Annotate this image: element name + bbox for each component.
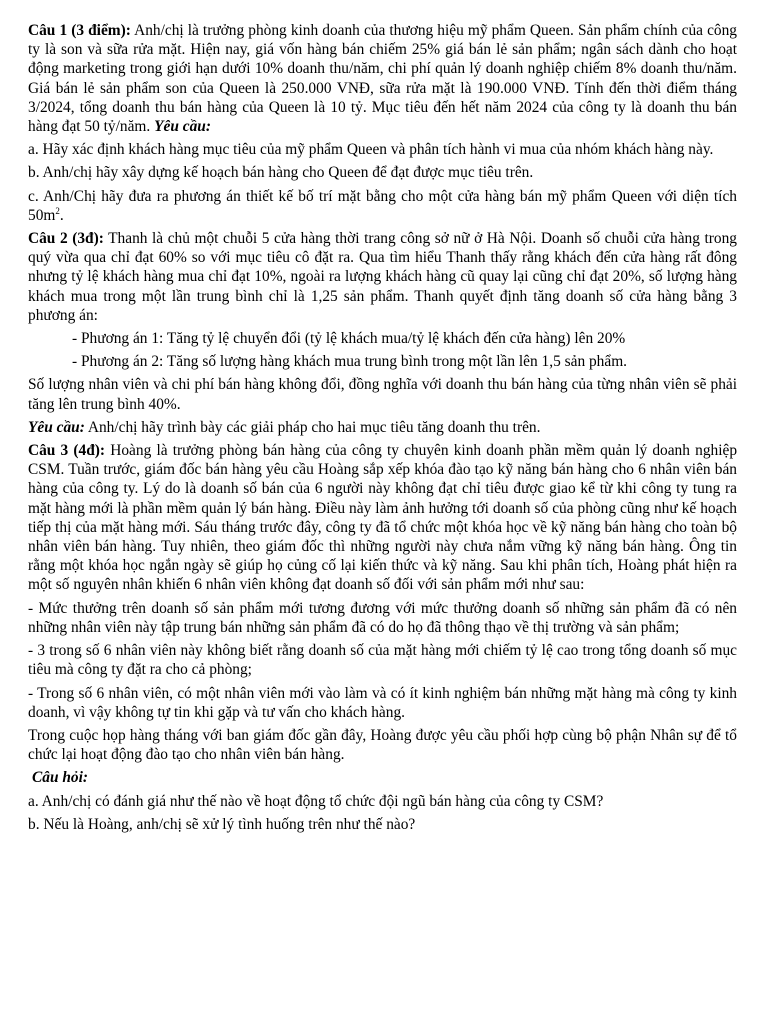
q1-body: Anh/chị là trưởng phòng kinh doanh của thương hiệu mỹ phẩm Queen. Sản phẩm chính của công ty là son và sữa rửa mặt. Hiện nay, giá vốn hàng bán chiếm 25% giá bán lẻ sản phẩm; ngân sách dành cho hoạt động marketing trong giới hạn dưới 10% doanh thu/năm, chi phí quản lý doanh nghiệp chiếm 8% doanh thu/năm. Giá bán lẻ sản phẩm son của Queen là 250.000 VNĐ, sữa rửa mặt là 190.000 VNĐ. Tính đến thời điểm tháng 3/2024, tổng doanh thu bán hàng của Queen là 10 tỷ. Mục tiêu đến hết năm 2024 của công ty là doanh thu bán hàng đạt 50 tỷ/năm. bbox=[28, 22, 738, 136]
q2-option-2: - Phương án 2: Tăng số lượng hàng khách mua trung bình trong một lần lên 1,5 sản phẩm. bbox=[72, 353, 628, 371]
q1-item-c-text: c. Anh/Chị hãy đưa ra phương án thiết kế bố trí mặt bằng cho một cửa hàng bán mỹ phẩm Queen với diện tích 50m bbox=[28, 187, 737, 224]
q3-paragraph bbox=[28, 441, 737, 595]
q1-item-c-end: . bbox=[59, 206, 64, 224]
q3-meeting: Trong cuộc họp hàng tháng với ban giám đốc gần đây, Hoàng được yêu cầu phối hợp cùng bộ phận Nhân sự để tổ chức lại hoạt động đào tạo cho nhân viên bán hàng. bbox=[28, 726, 737, 764]
q3-label: Câu 3 (4đ): bbox=[28, 442, 106, 460]
q1-requirement-label: Yêu cầu: bbox=[154, 118, 211, 136]
q3-question-a: a. Anh/chị có đánh giá như thế nào về hoạt động tổ chức đội ngũ bán hàng của công ty CSM? bbox=[28, 792, 604, 810]
q2-body: Thanh là chủ một chuỗi 5 cửa hàng thời trang công sở nữ ở Hà Nội. Doanh số chuỗi cửa hàng trong quý vừa qua chỉ đạt 60% so với mục tiêu cô đặt ra. Qua tìm hiểu Thanh thấy rằng khách đến cửa hàng rất đông nhưng tỷ lệ khách hàng mua chỉ đạt 10%, ngoài ra lượng khách hàng cũ quay lại cũng chỉ đạt 20%, số lượng hàng khách mua trong một lần trung bình chỉ là 1,25 sản phẩm. Thanh quyết định tăng doanh số cửa hàng bằng 3 phương án: bbox=[28, 230, 737, 324]
q1-item-b: b. Anh/chị hãy xây dựng kế hoạch bán hàng cho Queen để đạt được mục tiêu trên. bbox=[28, 164, 534, 182]
q2-requirement-body: Anh/chị hãy trình bày các giải pháp cho hai mục tiêu tăng doanh thu trên. bbox=[84, 418, 541, 436]
exam-document bbox=[28, 21, 737, 838]
q3-cause-3: - Trong số 6 nhân viên, có một nhân viên mới vào làm và có ít kinh nghiệm bán những mặt hàng mà công ty kinh doanh, vì vậy không tự tin khi gặp và tư vấn cho khách hàng. bbox=[28, 684, 737, 721]
q3-questions-heading bbox=[28, 768, 737, 787]
q2-paragraph bbox=[28, 229, 737, 325]
q3-cause-2: - 3 trong số 6 nhân viên này không biết rằng doanh số của mặt hàng mới chiếm tỷ lệ cao trong tổng doanh số mục tiêu mà công ty đặt ra cho cả phòng; bbox=[28, 642, 737, 679]
q2-requirement bbox=[28, 418, 737, 437]
q3-body: Hoàng là trưởng phòng bán hàng của công ty chuyên kinh doanh phần mềm quản lý doanh nghiệp CSM. Tuần trước, giám đốc bán hàng yêu cầu Hoàng sắp xếp khóa đào tạo kỹ năng bán hàng cho 6 nhân viên bán hàng của công ty. Lý do là doanh số bán của 6 người này không đạt chỉ tiêu được giao kể từ khi công ty tung ra mặt hàng mới là phần mềm quản lý bán hàng. Điều này làm ảnh hưởng tới doanh số của phòng cũng như kế hoạch tiếp thị của mặt hàng mới. Sáu tháng trước đây, công ty đã tổ chức một khóa học về kỹ năng bán hàng cho toàn bộ nhân viên bán hàng. Tuy nhiên, theo giám đốc thì những người này chưa nắm vững kỹ năng bán hàng. Ông tin rằng một khóa học ngắn ngày sẽ giúp họ củng cố lại kiến thức và kỹ năng. Sau khi phân tích, Hoàng phát hiện ra một số nguyên nhân khiến 6 nhân viên không đạt doanh số đối với sản phẩm mới như sau: bbox=[28, 442, 738, 594]
q1-item-c bbox=[28, 187, 737, 225]
q2-note: Số lượng nhân viên và chi phí bán hàng không đổi, đồng nghĩa với doanh thu bán hàng của từng nhân viên sẽ phải tăng lên trung bình 40%. bbox=[28, 376, 737, 413]
q3-questions-label: Câu hỏi: bbox=[32, 769, 89, 787]
q2-option-1: - Phương án 1: Tăng tỷ lệ chuyển đổi (tỷ lệ khách mua/tỷ lệ khách đến cửa hàng) lên 20% bbox=[72, 330, 626, 348]
q2-label: Câu 2 (3đ): bbox=[28, 230, 104, 248]
q1-label: Câu 1 (3 điểm): bbox=[28, 22, 131, 39]
q2-requirement-label: Yêu cầu: bbox=[28, 418, 85, 436]
q3-cause-1: - Mức thưởng trên doanh số sản phẩm mới tương đương với mức thưởng doanh số những sản phẩm đã có nên những nhân viên này tập trung bán những sản phẩm đã có do họ đã thông thạo về thị trường và sản phẩm; bbox=[28, 599, 737, 636]
q1-item-c-superscript: 2 bbox=[55, 205, 60, 216]
q1-item-a: a. Hãy xác định khách hàng mục tiêu của mỹ phẩm Queen và phân tích hành vi mua của nhóm khách hàng này. bbox=[28, 141, 714, 159]
q3-question-b: b. Nếu là Hoàng, anh/chị sẽ xử lý tình huống trên như thế nào? bbox=[28, 815, 416, 833]
q1-paragraph bbox=[28, 21, 737, 136]
